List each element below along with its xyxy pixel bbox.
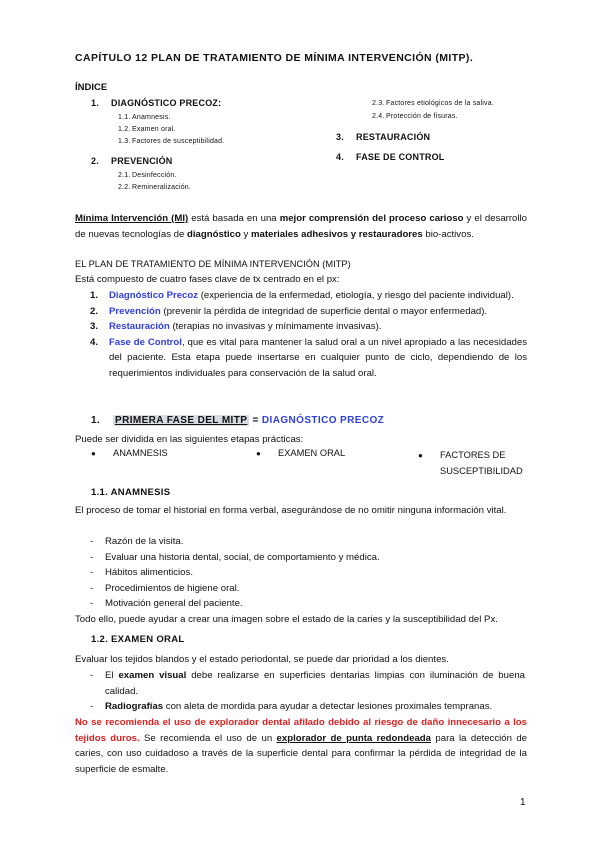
bullet-label: SUSCEPTIBILIDAD — [440, 465, 523, 476]
list-item — [75, 550, 525, 566]
toc-sub-label: Remineralización. — [132, 184, 192, 191]
list-item — [75, 699, 525, 715]
toc-sub-num: 1.2. — [118, 126, 131, 133]
list-dash: - — [90, 536, 94, 547]
phase-desc: , que es vital para mantener la salud oral a un nivel apropiado a las necesidades del paciente. Esta etapa puede insertarse en cualquier punto de ciclo, dependiendo de los requerimientos individuales para conservación de la salud oral. — [109, 336, 527, 379]
bullet-label: FACTORES DE — [440, 450, 506, 460]
toc-label: PREVENCIÓN — [111, 156, 173, 166]
list-dash: - — [90, 582, 94, 594]
anamnesis-outro: Todo ello, puede ayudar a crear una imagen sobre el estado de la caries y la susceptibilidad del Px. — [75, 614, 498, 625]
intro-paragraph — [75, 211, 527, 242]
paragraph-text: para la detección de caries, con uso cuidadoso a través de la superficie dental para confirmar la pérdida de integridad de la superficie de esmalte. — [75, 732, 527, 775]
list-item — [75, 596, 525, 612]
toc-sub-label: Anamnesis. — [132, 114, 171, 121]
list-number: 2. — [90, 305, 99, 317]
intro-bold: diagnóstico — [187, 228, 241, 240]
list-text: con aleta de mordida para ayudar a detectar lesiones proximales tempranas. — [163, 701, 493, 712]
toc-sub-2-1 — [118, 172, 177, 179]
anamnesis-list — [75, 534, 525, 612]
examen-heading: 1.2. EXAMEN ORAL — [91, 634, 185, 645]
toc-sub-num: 1.3. — [118, 138, 131, 145]
intro-bold: materiales adhesivos y restauradores — [251, 228, 423, 240]
toc-num: 2. — [91, 156, 99, 166]
toc-num: 1. — [91, 98, 99, 108]
bullet-dot: ● — [91, 449, 96, 458]
bullet-dot: ● — [418, 451, 423, 460]
section-value: DIAGNÓSTICO PRECOZ — [261, 415, 385, 426]
examen-warning-paragraph — [75, 715, 527, 777]
toc-num: 4. — [336, 152, 344, 162]
toc-sub-1-1 — [118, 114, 171, 121]
intro-text: y el desarrollo de nuevas tecnologías de — [75, 213, 527, 240]
phase-desc: (prevenir la pérdida de integridad de superficie dental o mayor enfermedad). — [160, 305, 488, 317]
toc-sub-2-4 — [372, 113, 458, 120]
section-label: PRIMERA FASE DEL MITP — [115, 415, 248, 426]
intro-text: bio-activos. — [422, 228, 474, 240]
toc-label: RESTAURACIÓN — [356, 132, 431, 142]
section-number: 1. — [91, 415, 101, 426]
warning-text: No se recomienda el uso de explorador dental afilado debido al riesgo de daño innecesario a los tejidos duros. — [75, 717, 527, 744]
list-text: debe realizarse en superficies dentarias limpias con iluminación de buena calidad. — [105, 670, 525, 697]
toc-sub-num: 1.1. — [118, 114, 131, 121]
mi-term: Mínima Intervención (MI) — [75, 213, 189, 224]
intro-text: está basada en una — [188, 213, 280, 224]
examen-intro: Evaluar los tejidos blandos y el estado periodontal, se puede dar prioridad a los dientes. — [75, 654, 449, 665]
toc-sub-1-3 — [118, 138, 224, 145]
toc-sub-1-2 — [118, 126, 176, 133]
list-text: Evaluar una historia dental, social, de comportamiento y médica. — [105, 551, 380, 563]
intro-text: y — [240, 228, 251, 240]
list-item — [75, 335, 527, 382]
toc-num: 3. — [336, 132, 344, 142]
list-item — [75, 304, 527, 320]
phase-term: Prevención — [109, 305, 161, 317]
paragraph-text: Se recomienda el uso de un — [139, 732, 277, 744]
list-item — [75, 581, 525, 597]
phase-desc: (terapias no invasivas y mínimamente invasivas). — [169, 321, 382, 332]
toc-sub-label: Desinfección. — [132, 172, 177, 179]
list-dash: - — [90, 670, 94, 681]
toc-sub-label: Examen oral. — [132, 126, 176, 133]
anamnesis-intro: El proceso de tomar el historial en forma verbal, asegurándose de no omitir ninguna información vital. — [75, 505, 507, 516]
page-number: 1 — [520, 797, 526, 808]
toc-sub-num: 2.2. — [118, 184, 131, 191]
list-item — [75, 319, 527, 335]
phase-term: Fase de Control — [109, 336, 182, 348]
list-number: 4. — [90, 336, 99, 348]
list-text: El — [105, 670, 119, 681]
list-item — [75, 565, 525, 581]
toc-sub-num: 2.4. — [372, 113, 385, 120]
bullet-examen — [256, 448, 345, 458]
explorer-term: explorador de punta redondeada — [276, 732, 431, 744]
list-dash: - — [90, 701, 94, 712]
phase-term: Restauración — [109, 321, 170, 332]
toc-label: FASE DE CONTROL — [356, 152, 445, 162]
examen-list — [75, 668, 525, 715]
toc-sub-label: Factores de susceptibilidad. — [132, 138, 225, 145]
toc-item-3 — [336, 132, 430, 142]
toc-item-4 — [336, 152, 445, 162]
list-text: Hábitos alimenticios. — [105, 567, 193, 578]
list-item — [75, 534, 525, 550]
list-item — [75, 288, 527, 304]
phase-desc: (experiencia de la enfermedad, etiología, y riesgo del paciente individual). — [198, 290, 514, 301]
toc-sub-label: Protección de fisuras. — [386, 113, 458, 120]
section-1-heading — [91, 415, 384, 426]
intro-bold: mejor comprensión del proceso carioso — [279, 213, 464, 224]
list-bold: examen visual — [118, 670, 187, 681]
toc-sub-2-3 — [372, 100, 494, 107]
list-bold: Radiografías — [105, 701, 164, 712]
section-eq: = — [249, 415, 262, 426]
phase-term: Diagnóstico Precoz — [109, 290, 199, 301]
plan-list — [75, 288, 527, 381]
bullet-label: ANAMNESIS — [113, 448, 168, 458]
toc-sub-2-2 — [118, 184, 191, 191]
bullet-anamnesis — [91, 448, 168, 458]
list-text: Razón de la visita. — [105, 536, 184, 547]
anamnesis-heading: 1.1. ANAMNESIS — [91, 487, 171, 498]
list-text: Procedimientos de higiene oral. — [105, 582, 240, 594]
toc-sub-num: 2.3. — [372, 100, 385, 107]
section-1-lead: Puede ser dividida en las siguientes etapas prácticas: — [75, 434, 304, 445]
list-number: 1. — [90, 290, 99, 301]
list-dash: - — [90, 551, 94, 563]
plan-lead: Está compuesto de cuatro fases clave de tx centrado en el px: — [75, 274, 340, 285]
list-item — [75, 668, 525, 699]
toc-label: DIAGNÓSTICO PRECOZ: — [111, 98, 222, 108]
bullet-factores — [418, 448, 523, 479]
bullet-dot: ● — [256, 449, 261, 458]
page-title: CAPÍTULO 12 PLAN DE TRATAMIENTO DE MÍNIMA INTERVENCIÓN (MITP). — [75, 52, 474, 64]
plan-heading: EL PLAN DE TRATAMIENTO DE MÍNIMA INTERVENCIÓN (MITP) — [75, 259, 351, 269]
toc-item-1 — [91, 98, 221, 108]
toc-sub-label: Factores etiológicos de la saliva. — [386, 100, 494, 107]
list-dash: - — [90, 598, 94, 609]
toc-item-2 — [91, 156, 173, 166]
list-text: Motivación general del paciente. — [105, 598, 243, 609]
bullet-label: EXAMEN ORAL — [278, 448, 346, 458]
list-dash: - — [90, 567, 94, 578]
index-heading: ÍNDICE — [75, 82, 108, 93]
toc-sub-num: 2.1. — [118, 172, 131, 179]
list-number: 3. — [90, 321, 99, 332]
